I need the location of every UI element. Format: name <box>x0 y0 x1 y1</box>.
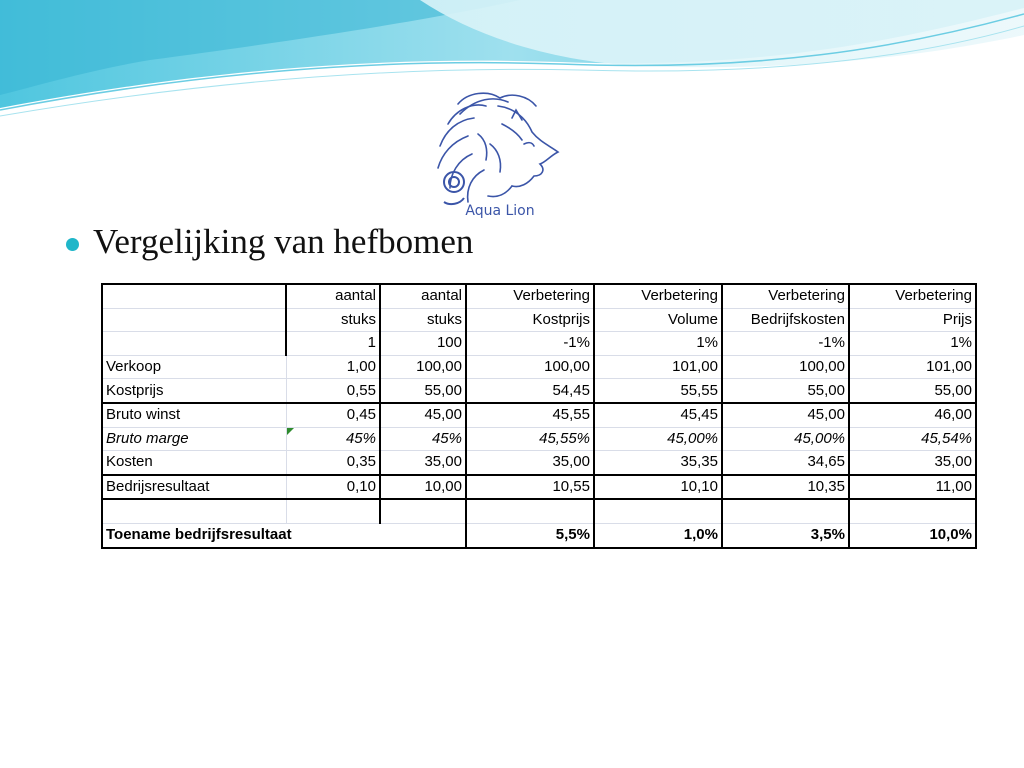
table-cell: 11,00 <box>849 475 976 500</box>
table-cell: Verbetering <box>722 284 849 308</box>
table-cell: 5,5% <box>466 523 594 547</box>
table-cell: 55,00 <box>380 379 466 403</box>
row-label-bedrijsresultaat: Bedrijsresultaat <box>102 475 286 500</box>
table-cell: 10,0% <box>849 523 976 547</box>
table-cell: 10,00 <box>380 475 466 500</box>
table-cell: 101,00 <box>849 355 976 379</box>
table-header-row <box>102 308 976 332</box>
table-cell: 45,00% <box>594 427 722 451</box>
table-cell: 1 <box>286 332 380 356</box>
logo-caption: Aqua Lion <box>465 203 535 219</box>
table-blank-row <box>102 499 976 523</box>
table-cell: 100,00 <box>466 355 594 379</box>
table-row <box>102 451 976 475</box>
table-cell: Volume <box>594 308 722 332</box>
table-cell <box>849 499 976 523</box>
table-cell: 35,00 <box>380 451 466 475</box>
table-cell: -1% <box>722 332 849 356</box>
table-header-row <box>102 332 976 356</box>
table-cell: 1,00 <box>286 355 380 379</box>
leverage-comparison-table <box>101 283 977 549</box>
table-cell: 1,0% <box>594 523 722 547</box>
table-cell: 3,5% <box>722 523 849 547</box>
table-cell: 55,55 <box>594 379 722 403</box>
table-cell: 45,55% <box>466 427 594 451</box>
table-cell: Prijs <box>849 308 976 332</box>
table-cell: 10,10 <box>594 475 722 500</box>
table-cell: Verbetering <box>466 284 594 308</box>
bullet-item <box>66 222 473 262</box>
table-cell <box>286 499 380 523</box>
table-cell: Verbetering <box>594 284 722 308</box>
table-cell: aantal <box>380 284 466 308</box>
table-cell: 100 <box>380 332 466 356</box>
table-cell: -1% <box>466 332 594 356</box>
table-cell <box>286 427 380 451</box>
aqua-lion-logo <box>428 76 570 222</box>
table-cell: 35,35 <box>594 451 722 475</box>
table-cell: 1% <box>849 332 976 356</box>
table-cell: 45,00 <box>380 403 466 427</box>
table-cell: 34,65 <box>722 451 849 475</box>
bullet-icon <box>66 238 79 251</box>
row-label-toename-bedrijfsresultaat: Toename bedrijfsresultaat <box>102 523 466 547</box>
table-cell: 45,54% <box>849 427 976 451</box>
row-label-kosten: Kosten <box>102 451 286 475</box>
table-row <box>102 427 976 451</box>
table-header-row <box>102 284 976 308</box>
table-cell <box>466 499 594 523</box>
table-cell: 1% <box>594 332 722 356</box>
row-label-kostprijs: Kostprijs <box>102 379 286 403</box>
table-cell <box>380 499 466 523</box>
table-cell: 45,00 <box>722 403 849 427</box>
table-cell: stuks <box>380 308 466 332</box>
table-cell: aantal <box>286 284 380 308</box>
table-cell: stuks <box>286 308 380 332</box>
table-cell: 45,00% <box>722 427 849 451</box>
bullet-text: Vergelijking van hefbomen <box>93 222 474 261</box>
table-cell <box>102 308 286 332</box>
table-cell: 54,45 <box>466 379 594 403</box>
table-cell <box>594 499 722 523</box>
table-row <box>102 355 976 379</box>
table-cell: 0,35 <box>286 451 380 475</box>
table-row <box>102 379 976 403</box>
comment-marker-icon <box>287 428 294 435</box>
table-cell: 0,10 <box>286 475 380 500</box>
table-cell: 55,00 <box>722 379 849 403</box>
table-cell: Kostprijs <box>466 308 594 332</box>
table-cell: 45,55 <box>466 403 594 427</box>
table-cell: 100,00 <box>722 355 849 379</box>
table-cell: 10,35 <box>722 475 849 500</box>
table-cell: 35,00 <box>466 451 594 475</box>
table-cell: Bedrijfskosten <box>722 308 849 332</box>
table-row <box>102 403 976 427</box>
table-cell-value: 45% <box>345 429 376 447</box>
table-total-row <box>102 523 976 547</box>
table-cell: 35,00 <box>849 451 976 475</box>
table-cell: 55,00 <box>849 379 976 403</box>
row-label-bruto-marge: Bruto marge <box>102 427 286 451</box>
table-cell: 46,00 <box>849 403 976 427</box>
table-cell: Verbetering <box>849 284 976 308</box>
table-cell: 45% <box>380 427 466 451</box>
table-cell: 0,55 <box>286 379 380 403</box>
table-row <box>102 475 976 500</box>
table-cell <box>102 499 286 523</box>
table-cell: 100,00 <box>380 355 466 379</box>
table-cell <box>102 284 286 308</box>
table-cell <box>722 499 849 523</box>
row-label-verkoop: Verkoop <box>102 355 286 379</box>
table-cell: 45,45 <box>594 403 722 427</box>
table-cell: 0,45 <box>286 403 380 427</box>
table-cell <box>102 332 286 356</box>
row-label-bruto-winst: Bruto winst <box>102 403 286 427</box>
table-cell: 101,00 <box>594 355 722 379</box>
table-cell: 10,55 <box>466 475 594 500</box>
